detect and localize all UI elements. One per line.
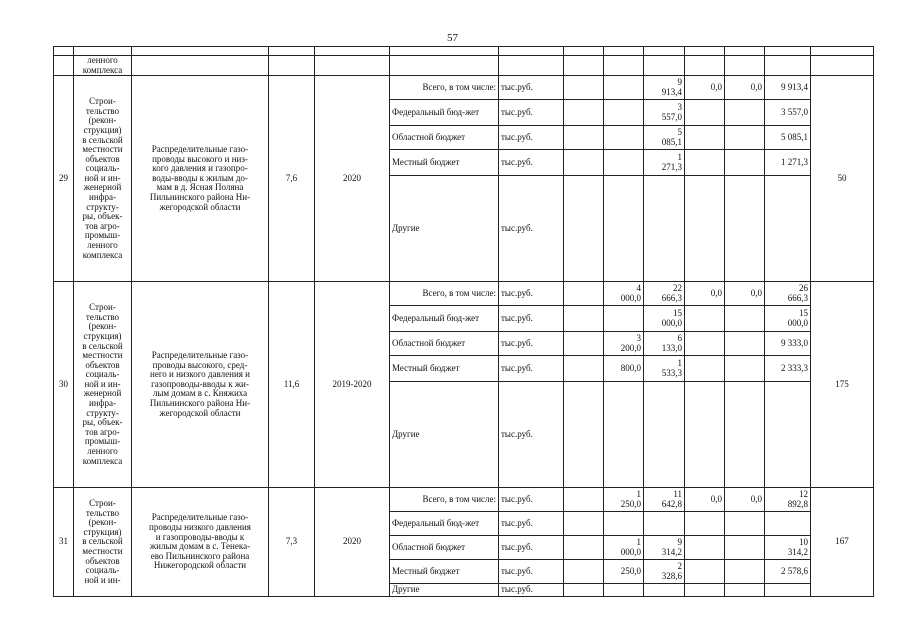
object-name-line: жилым домам в с. Тенека- — [149, 541, 251, 552]
row-number: 29 — [54, 76, 74, 282]
value-line: 533,3 — [661, 367, 682, 378]
object-name-line: жегородской области — [159, 201, 241, 212]
value-line: 642,8 — [661, 498, 682, 509]
unit-label: тыс.руб. — [499, 488, 564, 512]
value-line: 9 — [677, 537, 682, 548]
finance-source: Всего, в том числе: — [390, 282, 499, 306]
total-value — [765, 536, 811, 560]
object-type-line: инфра- — [89, 192, 116, 203]
value-line: 15 — [799, 308, 808, 319]
object-name-line: проводы низкого давления — [149, 522, 251, 532]
value-line: 200,0 — [620, 342, 641, 353]
object-type-line: комплекса — [82, 249, 123, 260]
object-name-line: Пильнинского района Ни- — [149, 192, 251, 203]
value-col-3: 0,0 — [685, 282, 725, 306]
object-type-line: женерной — [83, 388, 122, 399]
value-line: 2 578,6 — [781, 565, 808, 576]
value-line: 1 — [677, 358, 682, 369]
finance-source: Всего, в том числе: — [390, 76, 499, 100]
value-line: 1 271,3 — [781, 156, 808, 167]
object-type-line: тельство — [85, 105, 120, 116]
value-col-1 — [604, 488, 644, 512]
value-line: 085,1 — [661, 136, 682, 147]
value-line: 666,3 — [787, 292, 808, 303]
total-value — [765, 382, 811, 488]
value-col-4: 0,0 — [725, 488, 765, 512]
object-name-line: проводы высокого и низ- — [152, 153, 248, 164]
finance-source: Другие — [390, 382, 499, 488]
value-col-4 — [725, 536, 765, 560]
value-col-4 — [725, 560, 765, 584]
value-line: 22 — [673, 283, 682, 294]
value-col-4 — [725, 126, 765, 150]
total-value — [765, 176, 811, 282]
value-line: 800,0 — [620, 362, 641, 373]
value-col-2 — [644, 512, 685, 536]
value-line: 9 913,4 — [781, 81, 808, 92]
value-line: 6 — [677, 333, 682, 344]
blank-cell — [564, 126, 604, 150]
value-col-4 — [725, 100, 765, 126]
object-type-line: социаль- — [85, 163, 120, 174]
object-name — [132, 76, 269, 282]
row-number: 31 — [54, 488, 74, 597]
value-col-4 — [725, 176, 765, 282]
object-name-line: проводы высокого, сред- — [152, 359, 248, 370]
object-name — [132, 488, 269, 597]
object-name — [132, 282, 269, 488]
object-type-line: объектов — [85, 555, 120, 566]
object-type-line: тельство — [85, 507, 120, 518]
value-line: 314,2 — [787, 546, 808, 557]
value-col-2 — [644, 100, 685, 126]
carry-line: комплекса — [82, 64, 123, 75]
value-line: 4 — [636, 283, 641, 294]
value-col-2 — [644, 126, 685, 150]
object-type-line: струкция) — [83, 124, 122, 135]
value-line: 892,8 — [787, 498, 808, 509]
object-type-line: (рекон- — [88, 115, 117, 126]
object-type-line: структу- — [86, 407, 119, 418]
capacity-value: 7,6 — [269, 76, 315, 282]
value-line: 133,0 — [661, 342, 682, 353]
result-value: 167 — [811, 488, 874, 597]
value-line: 000,0 — [620, 292, 641, 303]
value-col-1 — [604, 306, 644, 332]
value-col-2 — [644, 76, 685, 100]
value-col-3: 0,0 — [685, 488, 725, 512]
value-col-3 — [685, 332, 725, 356]
object-type-line: промыш- — [84, 436, 121, 447]
object-type-line: ной и ин- — [84, 172, 121, 183]
object-type-line: в сельской — [82, 134, 123, 145]
unit-label: тыс.руб. — [499, 306, 564, 332]
object-type-line: объектов — [85, 153, 120, 164]
object-name-line: мам в д. Ясная Поляна — [156, 182, 244, 193]
finance-source: Федеральный бюд-жет — [390, 512, 499, 536]
value-col-3 — [685, 512, 725, 536]
value-col-1 — [604, 282, 644, 306]
total-value — [765, 306, 811, 332]
object-type — [74, 76, 132, 282]
object-type-line: социаль- — [85, 565, 120, 576]
object-type-line: ры, объек- — [82, 417, 123, 428]
table-body — [54, 47, 874, 597]
value-line: 3 — [636, 333, 641, 344]
value-line: 12 — [799, 489, 808, 500]
object-type-line: ной и ин- — [84, 378, 121, 389]
total-value — [765, 100, 811, 126]
value-col-4 — [725, 382, 765, 488]
value-line: 10 — [799, 537, 808, 548]
object-type-line: местности — [82, 350, 123, 361]
blank-cell — [564, 584, 604, 597]
finance-source: Областной бюджет — [390, 332, 499, 356]
value-col-3 — [685, 176, 725, 282]
value-col-3: 0,0 — [685, 76, 725, 100]
object-type-line: ленного — [87, 446, 118, 457]
value-col-3 — [685, 536, 725, 560]
object-type-line: Строи- — [89, 302, 116, 313]
total-value — [765, 356, 811, 382]
value-col-1 — [604, 332, 644, 356]
value-line: 557,0 — [661, 111, 682, 122]
value-line: 250,0 — [620, 565, 641, 576]
object-name-line: лым домам в с. Княжиха — [152, 388, 248, 399]
object-type-line: женерной — [83, 182, 122, 193]
value-col-1 — [604, 150, 644, 176]
value-col-2 — [644, 150, 685, 176]
value-col-3 — [685, 100, 725, 126]
budget-table — [53, 46, 874, 597]
object-type-line: в сельской — [82, 340, 123, 351]
value-col-1 — [604, 100, 644, 126]
total-value — [765, 76, 811, 100]
total-value — [765, 126, 811, 150]
object-type-line: ры, объек- — [82, 211, 123, 222]
value-col-4 — [725, 512, 765, 536]
unit-label: тыс.руб. — [499, 76, 564, 100]
finance-source: Местный бюджет — [390, 560, 499, 584]
finance-source: Другие — [390, 584, 499, 597]
value-col-2 — [644, 176, 685, 282]
table-row — [54, 282, 874, 306]
blank-cell — [564, 560, 604, 584]
value-col-4: 0,0 — [725, 76, 765, 100]
object-type — [74, 282, 132, 488]
finance-source: Федеральный бюд-жет — [390, 306, 499, 332]
object-type-line: тельство — [85, 311, 120, 322]
value-col-1 — [604, 382, 644, 488]
value-col-2 — [644, 536, 685, 560]
value-col-3 — [685, 306, 725, 332]
object-name-line: газопроводы-вводы к жи- — [151, 378, 249, 389]
finance-source: Областной бюджет — [390, 536, 499, 560]
value-line: 3 — [677, 102, 682, 113]
value-line: 314,2 — [661, 546, 682, 557]
unit-label: тыс.руб. — [499, 512, 564, 536]
blank-cell — [564, 306, 604, 332]
value-line: 5 — [677, 127, 682, 138]
finance-source: Областной бюджет — [390, 126, 499, 150]
finance-source: Всего, в том числе: — [390, 488, 499, 512]
value-line: 1 — [677, 152, 682, 163]
object-name-line: Распределительные газо- — [151, 350, 249, 361]
blank-cell — [564, 76, 604, 100]
row-number: 30 — [54, 282, 74, 488]
object-type-line: (рекон- — [88, 517, 117, 528]
capacity-value: 7,3 — [269, 488, 315, 597]
total-value — [765, 488, 811, 512]
value-col-2 — [644, 332, 685, 356]
value-col-3 — [685, 126, 725, 150]
total-value — [765, 560, 811, 584]
value-line: 000,0 — [661, 317, 682, 328]
object-type-line: струкция) — [83, 526, 122, 537]
unit-label: тыс.руб. — [499, 382, 564, 488]
object-type-line: местности — [82, 545, 123, 556]
value-col-1 — [604, 536, 644, 560]
value-col-3 — [685, 150, 725, 176]
value-line: 666,3 — [661, 292, 682, 303]
finance-source: Другие — [390, 176, 499, 282]
object-name-line: Распределительные газо- — [151, 144, 249, 155]
value-col-4 — [725, 306, 765, 332]
years-value: 2020 — [315, 488, 390, 597]
value-line: 2 — [677, 561, 682, 572]
object-type-line: в сельской — [82, 536, 123, 547]
blank-cell — [564, 100, 604, 126]
object-type-line: комплекса — [82, 455, 123, 466]
value-line: 2 333,3 — [781, 362, 808, 373]
value-col-4: 0,0 — [725, 282, 765, 306]
blank-cell — [564, 488, 604, 512]
unit-label: тыс.руб. — [499, 332, 564, 356]
value-line: 250,0 — [620, 498, 641, 509]
table-row — [54, 76, 874, 100]
carry-type-cell — [74, 56, 132, 76]
value-line: 1 — [636, 489, 641, 500]
object-type-line: Строи- — [89, 96, 116, 107]
object-name-line: Распределительные газо- — [151, 512, 249, 523]
value-col-2 — [644, 356, 685, 382]
years-value: 2020 — [315, 76, 390, 282]
unit-label: тыс.руб. — [499, 150, 564, 176]
value-col-3 — [685, 356, 725, 382]
unit-label: тыс.руб. — [499, 282, 564, 306]
value-col-2 — [644, 560, 685, 584]
value-line: 26 — [799, 283, 808, 294]
blank-cell — [564, 176, 604, 282]
value-col-4 — [725, 150, 765, 176]
unit-label: тыс.руб. — [499, 126, 564, 150]
header-spacer-row — [54, 47, 874, 56]
total-value — [765, 584, 811, 597]
object-name-line: жегородской области — [159, 407, 241, 418]
value-col-1 — [604, 560, 644, 584]
value-line: 913,4 — [661, 86, 682, 97]
object-type-line: структу- — [86, 201, 119, 212]
table-row — [54, 488, 874, 512]
value-col-1 — [604, 76, 644, 100]
object-name-line: ево Пильнинского района — [150, 550, 250, 561]
value-line: 9 — [677, 77, 682, 88]
value-col-2 — [644, 488, 685, 512]
value-col-4 — [725, 356, 765, 382]
value-col-1 — [604, 176, 644, 282]
value-line: 5 085,1 — [781, 131, 808, 142]
blank-cell — [564, 512, 604, 536]
capacity-value: 11,6 — [269, 282, 315, 488]
object-name-line: кого давления и газопро- — [152, 163, 248, 174]
object-type-line: тов агро- — [85, 426, 120, 437]
object-type-line: социаль- — [85, 369, 120, 380]
object-name-line: Нижегородской области — [153, 560, 247, 571]
total-value — [765, 332, 811, 356]
object-type-line: объектов — [85, 359, 120, 370]
value-col-1 — [604, 584, 644, 597]
blank-cell — [564, 332, 604, 356]
value-col-2 — [644, 382, 685, 488]
object-type — [74, 488, 132, 597]
value-line: 1 — [636, 537, 641, 548]
blank-cell — [564, 282, 604, 306]
object-type-line: ной и ин- — [84, 574, 121, 585]
object-name-line: и газопроводы-вводы к — [155, 531, 245, 542]
value-line: 9 333,0 — [781, 337, 808, 348]
object-name-line: воды-вводы к жилым до- — [152, 172, 248, 183]
object-type-line: местности — [82, 144, 123, 155]
page-number: 57 — [447, 32, 458, 44]
value-col-2 — [644, 584, 685, 597]
unit-label: тыс.руб. — [499, 100, 564, 126]
object-name-line: Пильнинского района Ни- — [149, 398, 251, 409]
value-col-4 — [725, 584, 765, 597]
object-type-line: ленного — [87, 240, 118, 251]
finance-source: Местный бюджет — [390, 356, 499, 382]
object-type-line: струкция) — [83, 330, 122, 341]
finance-source: Федеральный бюд-жет — [390, 100, 499, 126]
blank-cell — [564, 356, 604, 382]
value-line: 15 — [673, 308, 682, 319]
value-line: 11 — [673, 489, 682, 500]
total-value — [765, 282, 811, 306]
total-value — [765, 512, 811, 536]
blank-cell — [564, 382, 604, 488]
value-col-3 — [685, 584, 725, 597]
object-type-line: тов агро- — [85, 220, 120, 231]
value-line: 3 557,0 — [781, 106, 808, 117]
carry-line: ленного — [87, 55, 118, 65]
object-type-line: Строи- — [89, 498, 116, 509]
blank-cell — [564, 150, 604, 176]
value-col-1 — [604, 512, 644, 536]
unit-label: тыс.руб. — [499, 584, 564, 597]
value-col-2 — [644, 282, 685, 306]
object-type-line: (рекон- — [88, 321, 117, 332]
object-name-line: него и низкого давления и — [150, 369, 250, 380]
years-value: 2019-2020 — [315, 282, 390, 488]
unit-label: тыс.руб. — [499, 176, 564, 282]
value-col-4 — [725, 332, 765, 356]
object-type-line: промыш- — [84, 230, 121, 241]
value-col-3 — [685, 560, 725, 584]
value-col-1 — [604, 356, 644, 382]
unit-label: тыс.руб. — [499, 356, 564, 382]
result-value: 50 — [811, 76, 874, 282]
unit-label: тыс.руб. — [499, 560, 564, 584]
blank-cell — [564, 536, 604, 560]
value-col-3 — [685, 382, 725, 488]
value-line: 000,0 — [620, 546, 641, 557]
value-col-2 — [644, 306, 685, 332]
result-value: 175 — [811, 282, 874, 488]
carry-over-row — [54, 56, 874, 76]
object-type-line: инфра- — [89, 398, 116, 409]
value-line: 328,6 — [661, 570, 682, 581]
unit-label: тыс.руб. — [499, 536, 564, 560]
value-line: 271,3 — [661, 161, 682, 172]
value-col-1 — [604, 126, 644, 150]
finance-source: Местный бюджет — [390, 150, 499, 176]
value-line: 000,0 — [787, 317, 808, 328]
total-value — [765, 150, 811, 176]
